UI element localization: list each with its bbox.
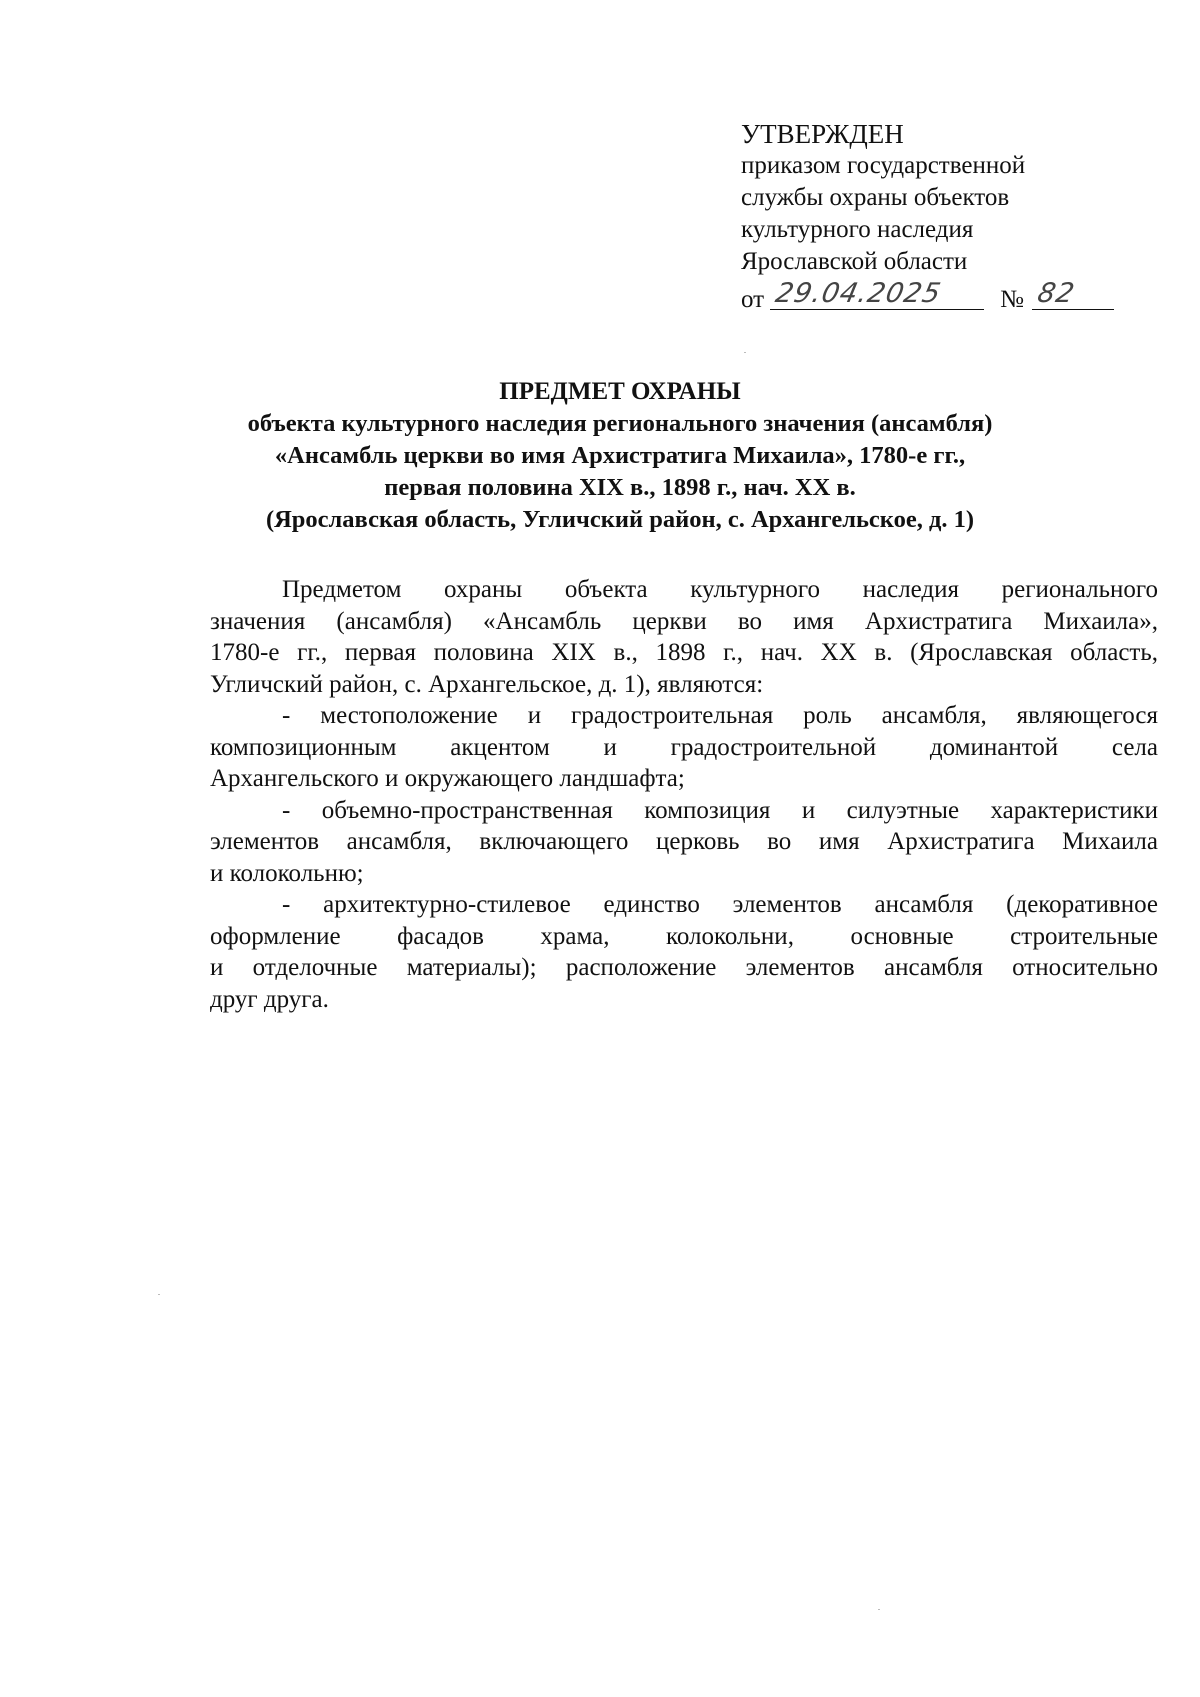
scan-speck [158,1294,160,1295]
scan-speck [878,1609,880,1610]
text-line: - объемно-пространственная композиция и силуэтные характеристики [282,796,1158,824]
text-line: элементов ансамбля, включающего церковь во имя Архистратига Михаила [210,828,1158,855]
text-line: 1780-е гг., первая половина XIX в., 1898 г., нач. XX в. (Ярославская область, [210,639,1158,666]
approval-line: службы охраны объектов [741,184,1010,211]
title-line: объекта культурного наследия регионального значения (ансамбля) [247,410,993,437]
text-line: Предметом охраны объекта культурного наследия регионального [282,576,1158,603]
title-main: ПРЕДМЕТ ОХРАНЫ [499,378,741,405]
text-line: Архангельского и окружающего ландшафта; [210,765,685,792]
handwritten-date: 29.04.2025 [772,278,945,309]
title-line: (Ярославская область, Угличский район, с. Архангельское, д. 1) [265,506,975,533]
text-line: композиционным акцентом и градостроительной доминантой села [210,733,1158,761]
text-line: Угличский район, с. Архангельское, д. 1), являются: [210,670,764,698]
scan-speck [744,352,746,353]
text-line: - архитектурно-стилевое единство элементов ансамбля (декоративное [282,891,1158,918]
text-line: - местоположение и градостроительная роль ансамбля, являющегося [282,702,1158,729]
approval-heading: УТВЕРЖДЕН [741,119,904,149]
number-sign: № [1000,286,1024,313]
document-body [210,574,1158,1015]
text-line: друг друга. [210,985,329,1013]
approval-date-number-row [741,279,1121,316]
text-line: и колокольню; [210,859,364,887]
approval-stamp-block [741,118,1121,316]
intro-paragraph [210,574,1158,700]
list-item-location [210,700,1158,795]
number-blank [1032,279,1114,310]
title-line: первая половина XIX в., 1898 г., нач. XX в. [384,474,856,501]
list-item-composition [210,795,1158,890]
date-prefix: от [741,286,765,313]
approval-line: приказом государственной [741,152,1026,179]
handwritten-number: 82 [1034,278,1078,309]
text-line: оформление фасадов храма, колокольни, основные строительные [210,922,1158,950]
list-item-style [210,889,1158,1015]
title-line: «Ансамбль церкви во имя Архистратига Михаила», 1780-е гг., [274,442,966,469]
date-blank [770,279,984,310]
approval-line: Ярославской области [741,248,968,275]
approval-line: культурного наследия [741,216,974,243]
text-line: и отделочные материалы); расположение элементов ансамбля относительно [210,954,1158,981]
document-title [180,376,1060,536]
text-line: значения (ансамбля) «Ансамбль церкви во имя Архистратига Михаила», [210,607,1158,635]
